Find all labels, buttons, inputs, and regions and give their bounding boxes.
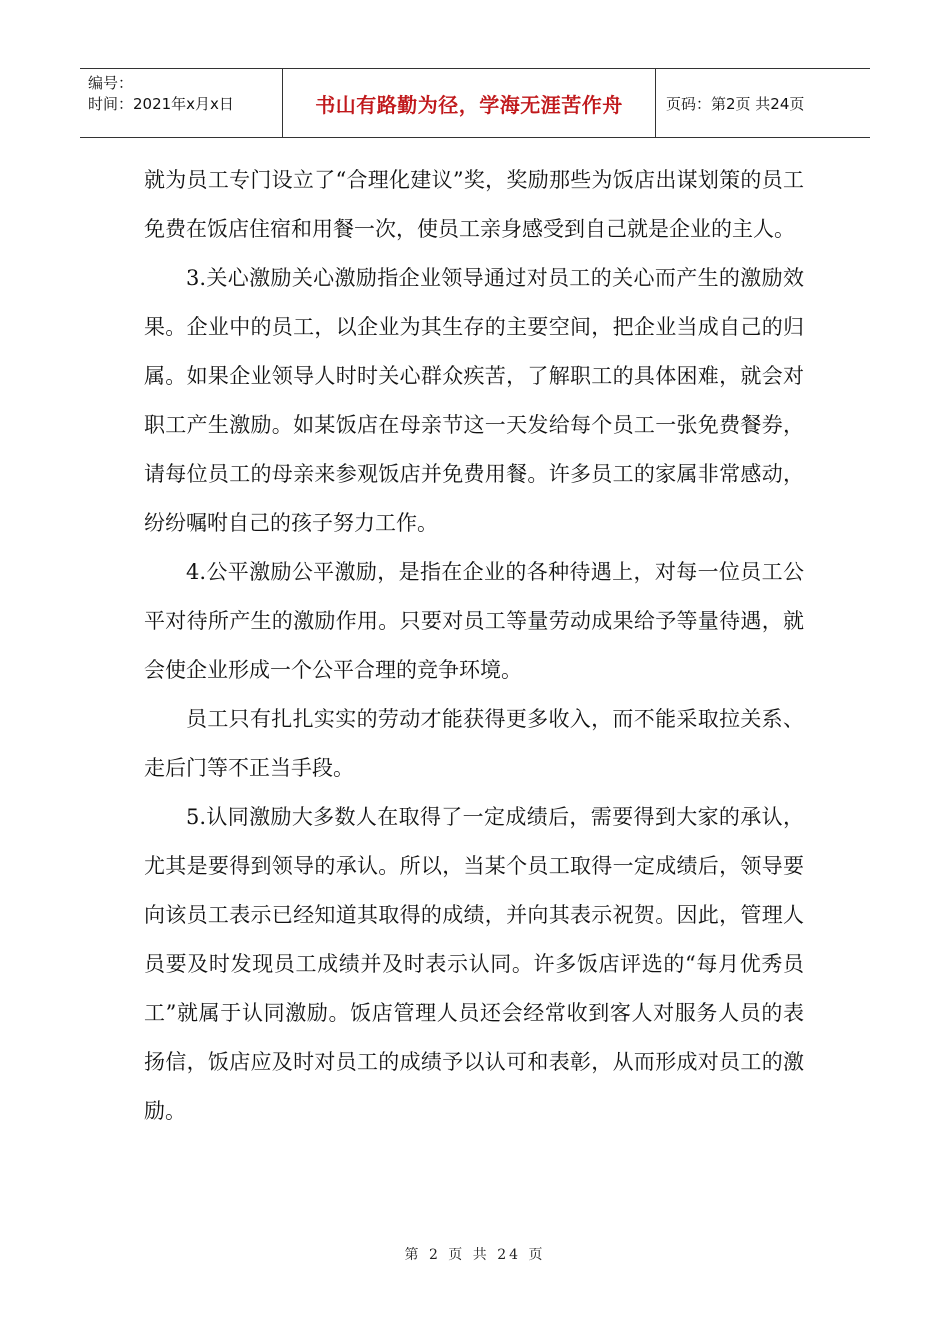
- header-motto: 书山有路勤为径，学海无涯苦作舟: [283, 69, 656, 137]
- page-header: [80, 68, 870, 138]
- document-body: [144, 156, 804, 1136]
- paragraph-2: 3.关心激励关心激励指企业领导通过对员工的关心而产生的激励效果。企业中的员工，以企业为其生存的主要空间，把企业当成自己的归属。如果企业领导人时时关心群众疾苦，了解职工的具体困难，就会对职工产生激励。如某饭店在母亲节这一天发给每个员工一张免费餐券，请每位员工的母亲来参观饭店并免费用餐。许多员工的家属非常感动，纷纷嘱咐自己的孩子努力工作。: [144, 266, 804, 535]
- header-page-info: 页码：第2页 共24页: [666, 94, 805, 113]
- page-footer: 第 2 页 共 24 页: [404, 1247, 546, 1263]
- paragraph-3: 4.公平激励公平激励，是指在企业的各种待遇上，对每一位员工公平对待所产生的激励作用。只要对员工等量劳动成果给予等量待遇，就会使企业形成一个公平合理的竞争环境。: [144, 560, 804, 682]
- document-time: 时间：2021年x月x日: [88, 95, 234, 113]
- paragraph-5: 5.认同激励大多数人在取得了一定成绩后，需要得到大家的承认，尤其是要得到领导的承认。所以，当某个员工取得一定成绩后，领导要向该员工表示已经知道其取得的成绩，并向其表示祝贺。因此，管理人员要及时发现员工成绩并及时表示认同。许多饭店评选的“每月优秀员工”就属于认同激励。饭店管理人员还会经常收到客人对服务人员的表扬信，饭店应及时对员工的成绩予以认可和表彰，从而形成对员工的激励。: [144, 805, 804, 1123]
- paragraph-4: 员工只有扎扎实实的劳动才能获得更多收入，而不能采取拉关系、走后门等不正当手段。: [144, 707, 804, 780]
- document-number-label: 编号：: [88, 74, 134, 92]
- paragraph-1: 就为员工专门设立了“合理化建议”奖，奖励那些为饭店出谋划策的员工免费在饭店住宿和用餐一次，使员工亲身感受到自己就是企业的主人。: [144, 168, 804, 241]
- header-meta: [80, 69, 283, 137]
